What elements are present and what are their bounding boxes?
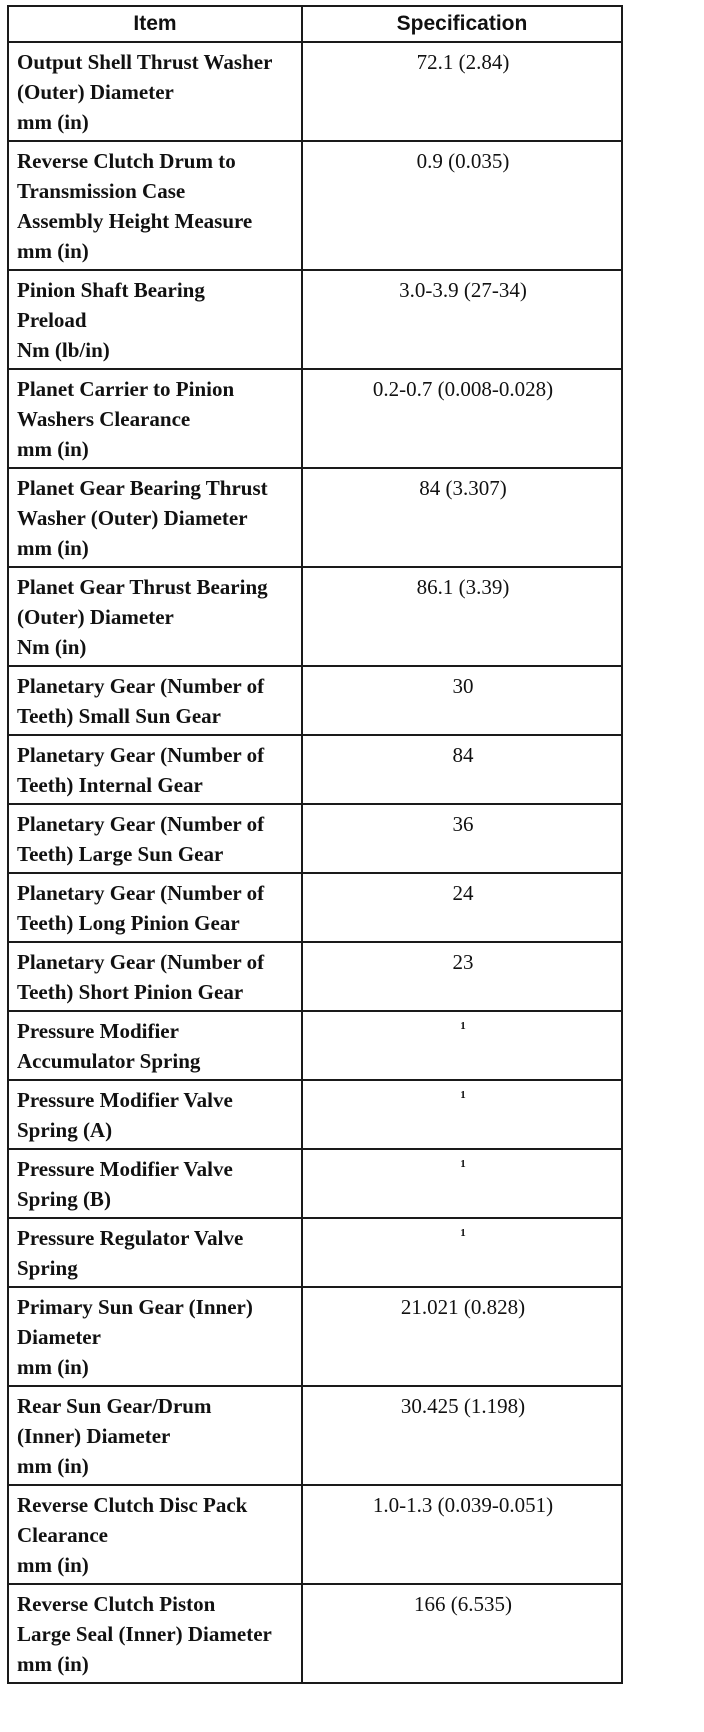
item-line: Spring (17, 1256, 78, 1280)
item-line: mm (in) (17, 1652, 89, 1676)
item-line: Planet Gear Thrust Bearing (17, 575, 268, 599)
specification-cell (302, 369, 622, 468)
item-cell (8, 567, 302, 666)
item-line: Rear Sun Gear/Drum (17, 1394, 212, 1418)
item-cell (8, 804, 302, 873)
table-row (8, 804, 622, 873)
specification-cell (302, 804, 622, 873)
table-row (8, 1485, 622, 1584)
item-line: (Outer) Diameter (17, 80, 174, 104)
table-row (8, 735, 622, 804)
specification-cell (302, 666, 622, 735)
specification-cell (302, 735, 622, 804)
specification-value: 30 (452, 674, 474, 698)
table-row (8, 369, 622, 468)
item-line: Planetary Gear (Number of (17, 674, 265, 698)
item-line: mm (in) (17, 437, 89, 461)
item-line: Clearance (17, 1523, 108, 1547)
item-line: Nm (lb/in) (17, 338, 110, 362)
item-line: Spring (B) (17, 1187, 111, 1211)
item-line: Teeth) Short Pinion Gear (17, 980, 244, 1004)
table-row (8, 1386, 622, 1485)
specification-value: 21.021 (0.828) (400, 1295, 526, 1319)
item-line: Preload (17, 308, 87, 332)
item-cell (8, 141, 302, 270)
specification-value: 1.0-1.3 (0.039-0.051) (372, 1493, 554, 1517)
item-cell (8, 1149, 302, 1218)
table-row (8, 942, 622, 1011)
specification-cell (302, 567, 622, 666)
item-line: Pressure Modifier Valve (17, 1088, 233, 1112)
item-cell (8, 468, 302, 567)
table-row (8, 42, 622, 141)
item-line: Assembly Height Measure (17, 209, 253, 233)
specification-value: 0.2-0.7 (0.008-0.028) (372, 377, 554, 401)
specification-value: 72.1 (2.84) (416, 50, 510, 74)
table-row (8, 468, 622, 567)
item-line: Pressure Modifier (17, 1019, 179, 1043)
specification-table (7, 5, 623, 1684)
item-line: Teeth) Internal Gear (17, 773, 203, 797)
specification-value: 3.0-3.9 (27-34) (399, 278, 527, 302)
item-line: Planetary Gear (Number of (17, 743, 265, 767)
header-row (8, 6, 622, 42)
item-line: Planet Gear Bearing Thrust (17, 476, 268, 500)
specification-cell (302, 1485, 622, 1584)
item-line: Primary Sun Gear (Inner) (17, 1295, 253, 1319)
item-cell (8, 1080, 302, 1149)
item-line: Nm (in) (17, 635, 87, 659)
footnote-marker: 1 (460, 1227, 466, 1239)
specification-cell (302, 141, 622, 270)
item-cell (8, 270, 302, 369)
table-row (8, 1080, 622, 1149)
item-line: Pressure Regulator Valve (17, 1226, 244, 1250)
table-row (8, 270, 622, 369)
item-line: Teeth) Large Sun Gear (17, 842, 224, 866)
specification-value: 23 (452, 950, 474, 974)
item-line: Planet Carrier to Pinion (17, 377, 235, 401)
item-cell (8, 42, 302, 141)
specification-cell (302, 1011, 622, 1080)
footnote-marker: 1 (460, 1089, 466, 1101)
specification-value: 0.9 (0.035) (416, 149, 510, 173)
item-line: Pinion Shaft Bearing (17, 278, 205, 302)
table-header (8, 6, 622, 42)
item-cell (8, 1386, 302, 1485)
item-line: Teeth) Long Pinion Gear (17, 911, 240, 935)
item-line: mm (in) (17, 1553, 89, 1577)
specification-value: 36 (452, 812, 474, 836)
specification-cell (302, 873, 622, 942)
table-row (8, 1011, 622, 1080)
footnote-marker: 1 (460, 1158, 466, 1170)
item-cell (8, 369, 302, 468)
specification-value: 84 (452, 743, 474, 767)
item-line: Output Shell Thrust Washer (17, 50, 273, 74)
item-line: Large Seal (Inner) Diameter (17, 1622, 272, 1646)
item-line: Washers Clearance (17, 407, 191, 431)
item-cell (8, 1584, 302, 1683)
specification-cell (302, 1386, 622, 1485)
specification-cell (302, 942, 622, 1011)
footnote-marker: 1 (460, 1020, 466, 1032)
item-cell (8, 1011, 302, 1080)
item-line: Reverse Clutch Disc Pack (17, 1493, 248, 1517)
table-body (8, 42, 622, 1683)
item-cell (8, 873, 302, 942)
item-cell (8, 1485, 302, 1584)
item-line: mm (in) (17, 110, 89, 134)
item-line: Diameter (17, 1325, 101, 1349)
item-line: (Inner) Diameter (17, 1424, 171, 1448)
specification-value: 86.1 (3.39) (416, 575, 510, 599)
specification-cell (302, 1287, 622, 1386)
item-line: Reverse Clutch Drum to (17, 149, 236, 173)
item-cell (8, 735, 302, 804)
specification-value: 30.425 (1.198) (400, 1394, 526, 1418)
item-line: Planetary Gear (Number of (17, 881, 265, 905)
item-cell (8, 1287, 302, 1386)
item-line: Pressure Modifier Valve (17, 1157, 233, 1181)
item-line: Accumulator Spring (17, 1049, 201, 1073)
table-row (8, 873, 622, 942)
specification-cell (302, 1149, 622, 1218)
specification-cell (302, 1080, 622, 1149)
item-line: Transmission Case (17, 179, 186, 203)
header-item: Item (8, 6, 302, 42)
item-line: (Outer) Diameter (17, 605, 174, 629)
specification-cell (302, 468, 622, 567)
item-line: mm (in) (17, 239, 89, 263)
specification-cell (302, 1584, 622, 1683)
item-line: mm (in) (17, 1355, 89, 1379)
specification-cell (302, 42, 622, 141)
table-row (8, 1287, 622, 1386)
item-line: mm (in) (17, 1454, 89, 1478)
specification-cell (302, 1218, 622, 1287)
table-row (8, 141, 622, 270)
item-line: mm (in) (17, 536, 89, 560)
item-line: Planetary Gear (Number of (17, 812, 265, 836)
specification-value: 84 (3.307) (419, 476, 507, 500)
table-row (8, 666, 622, 735)
item-cell (8, 942, 302, 1011)
table-row (8, 1584, 622, 1683)
item-cell (8, 1218, 302, 1287)
header-specification: Specification (302, 6, 622, 42)
table-row (8, 1218, 622, 1287)
item-line: Planetary Gear (Number of (17, 950, 265, 974)
table-row (8, 1149, 622, 1218)
specification-value: 166 (6.535) (414, 1592, 512, 1616)
item-line: Teeth) Small Sun Gear (17, 704, 221, 728)
specification-value: 24 (452, 881, 474, 905)
item-cell (8, 666, 302, 735)
item-line: Reverse Clutch Piston (17, 1592, 216, 1616)
item-line: Spring (A) (17, 1118, 113, 1142)
specification-cell (302, 270, 622, 369)
table-row (8, 567, 622, 666)
item-line: Washer (Outer) Diameter (17, 506, 248, 530)
